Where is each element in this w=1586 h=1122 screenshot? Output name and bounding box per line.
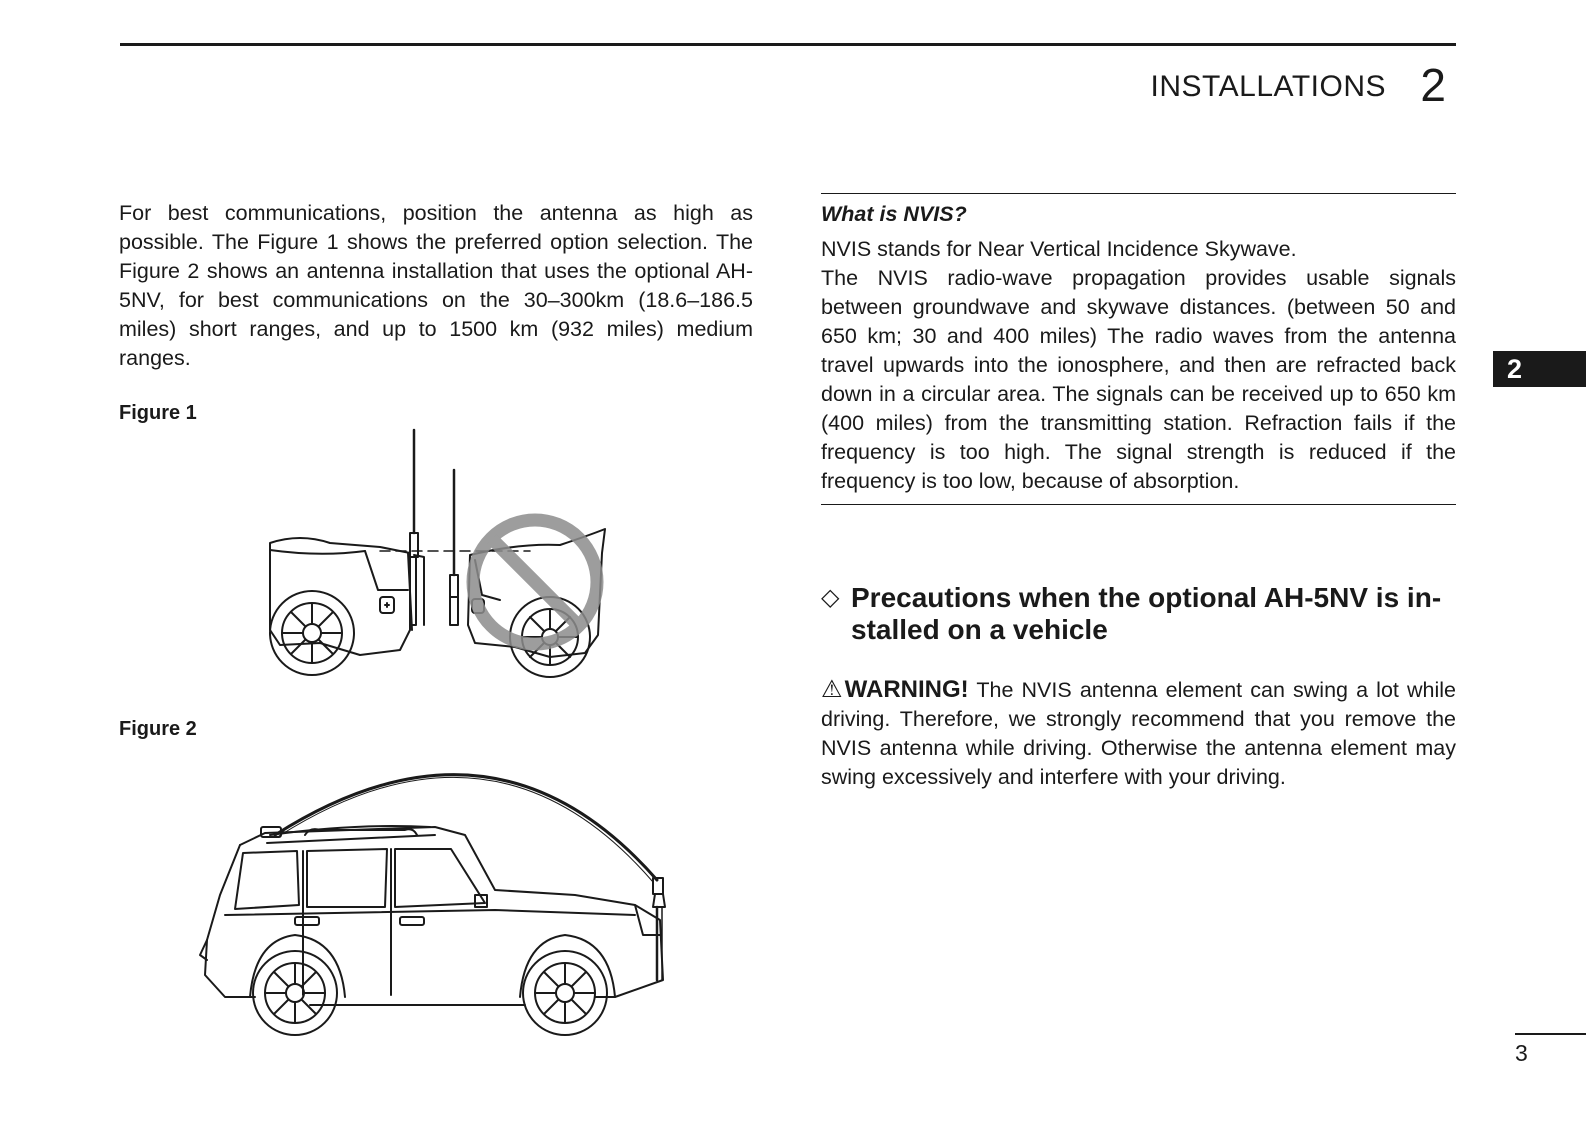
warning-text: The NVIS antenna element can swing a lot while driving. Therefore, we strongly recommend that you remove the NVIS antenna while driving. Otherwise the antenna element may swing excessively and interfere with your driving. bbox=[821, 678, 1456, 789]
figure1-label: Figure 1 bbox=[119, 402, 197, 424]
section-number: 2 bbox=[1420, 59, 1446, 111]
figure2-label: Figure 2 bbox=[119, 718, 197, 740]
section-tab: 2 bbox=[1493, 351, 1586, 387]
prohibited-icon bbox=[473, 520, 597, 644]
warning-triangle-icon: ⚠ bbox=[821, 676, 845, 703]
wheel-front bbox=[253, 951, 337, 1035]
warning-paragraph bbox=[821, 675, 1456, 792]
nvis-antenna bbox=[261, 775, 665, 980]
antenna-mount-left bbox=[410, 430, 424, 625]
page-number-rule bbox=[1515, 1033, 1586, 1035]
header-rule bbox=[120, 43, 1456, 46]
section-title: INSTALLATIONS bbox=[1150, 70, 1386, 103]
page-number: 3 bbox=[1515, 1040, 1528, 1066]
nvis-heading: What is NVIS? bbox=[821, 202, 967, 226]
warning-block bbox=[821, 675, 1456, 792]
figure1-illustration bbox=[260, 425, 620, 685]
precaution-heading-text: Precautions when the optional AH-5NV is installed on a vehicle bbox=[851, 582, 1442, 645]
intro-block bbox=[119, 199, 753, 373]
diamond-icon: ◇ bbox=[821, 584, 840, 611]
nvis-box bbox=[821, 193, 1456, 505]
antenna-mount-right bbox=[450, 470, 458, 625]
warning-label: WARNING! bbox=[844, 676, 969, 703]
precaution-heading bbox=[821, 582, 1461, 646]
nvis-section bbox=[821, 193, 1456, 505]
vehicle-side-view bbox=[200, 826, 663, 1035]
wheel-rear bbox=[523, 951, 607, 1035]
vehicle-rear-left bbox=[270, 538, 412, 675]
nvis-definition: NVIS stands for Near Vertical Incidence Skywave. bbox=[821, 237, 1297, 261]
intro-paragraph: For best communications, position the antenna as high as possible. The Figure 1 shows the preferred option selection. The Figure 2 shows an antenna installation that uses the optional AH-5NV, for best communications on the 30–300km (18.6–186.5 miles) short ranges, and up to 1500 km (932 miles) medium ranges. bbox=[119, 201, 753, 370]
nvis-body: The NVIS radio-wave propagation provides usable signals between groundwave and skywave distances. (between 50 and 650 km; 30 and 400 miles) The radio waves from the antenna travel upwards into the ionosphere, and then are refracted back down in a circular area. The signals can be received up to 650 km (400 miles) from the transmitting station. Refraction fails if the frequency is too high. The signal strength is reduced if the frequency is too low, because of absorption. bbox=[821, 266, 1456, 493]
figure2-illustration bbox=[195, 735, 685, 1040]
